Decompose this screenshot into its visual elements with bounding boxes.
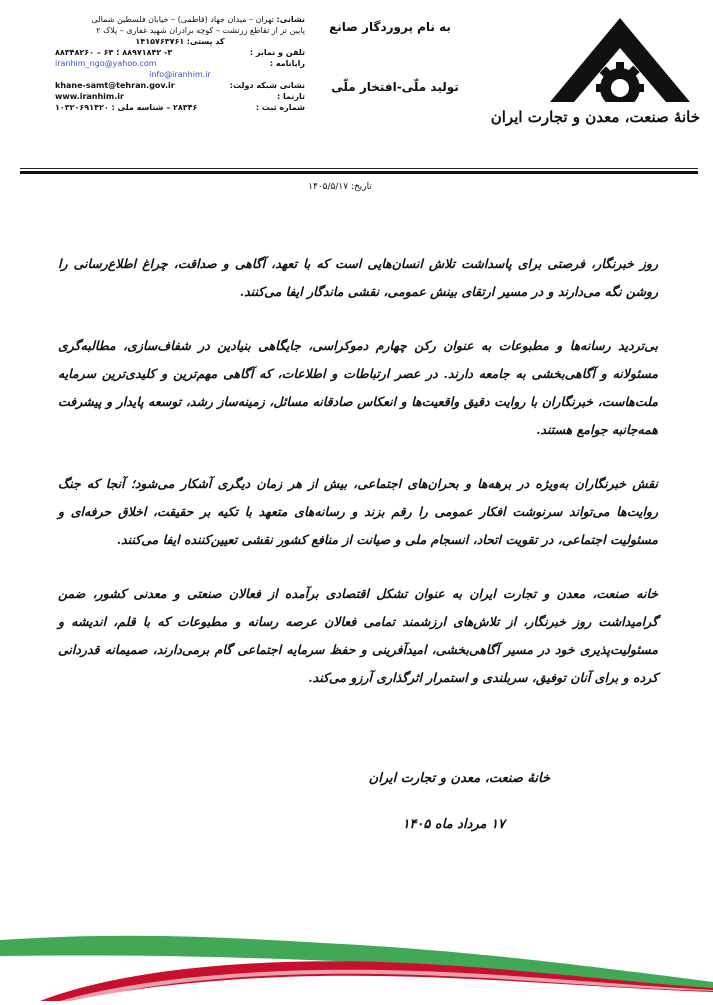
- address-line-1: [55, 14, 305, 25]
- letter-date: [270, 182, 410, 192]
- paragraph-4: خانه صنعت، معدن و تجارت ایران به عنوان تشکل اقتصادی برآمده از فعالان صنعتی و معدنی کشور، ضمن گرامیداشت روز خبرنگار، از تلاش‌های ارزشمند تمامی فعالان عرصه رسانه و مطبوعات که با قلم، اندیشه و مسئولیت‌پذیری خود در مسیر آگاهی‌بخشی، امیدآفرینی و حفظ سرمایه اجتماعی گام برمی‌دارند، صمیمانه قدردانی کرده و برای آنان توفیق، سربلندی و استمرار اثرگذاری آرزو می‌کند.: [58, 586, 658, 685]
- date-value: ۱۴۰۵/۵/۱۷: [308, 182, 349, 192]
- email-link-2[interactable]: info@iranhim.ir: [149, 70, 211, 79]
- letter-body: [58, 250, 658, 718]
- header-divider-thick: [20, 171, 698, 174]
- paragraph-1: روز خبرنگار، فرصتی برای پاسداشت تلاش انسان‌هایی است که با تعهد، آگاهی و صداقت، چراغ اطلاع‌رسانی را روشن نگه می‌دارند و در مسیر ارتقای بینش عمومی، نقشی ماندگار ایفا می‌کنند.: [58, 256, 658, 299]
- email-link[interactable]: iranhim_ngo@yahoo.com: [55, 59, 157, 68]
- email-row-2: [55, 69, 305, 80]
- reg-value: ۲۸۳۴۶ – شناسه ملی : ۱۰۳۲۰۶۹۱۴۲۰: [55, 103, 198, 112]
- postal-code: [55, 36, 305, 47]
- slogan: تولید ملّی-افتخار ملّی: [331, 80, 459, 94]
- gov-label: نشانی شبکه دولت:: [229, 81, 305, 90]
- postal-label: کد پستی:: [186, 37, 225, 46]
- reg-label: شماره ثبت :: [255, 103, 305, 112]
- date-label: تاریخ:: [350, 182, 372, 192]
- phone-label: تلفن و نمابر :: [249, 48, 305, 57]
- signature-block: [320, 768, 550, 836]
- email-row: [55, 58, 305, 69]
- web-row: [55, 91, 305, 102]
- contact-block: [55, 14, 305, 113]
- reg-row: [55, 102, 305, 113]
- web-link[interactable]: www.iranhim.ir: [55, 92, 124, 101]
- address-value-1: تهران – میدان جهاد (فاطمی) – خیابان فلسطین شمالی: [91, 15, 274, 24]
- web-label: تارنما :: [277, 92, 305, 101]
- email-label: رایانامه :: [269, 59, 305, 68]
- address-line-2: پایین تر از تقاطع زرتشت – کوچه برادران شهید غفاری – پلاک ۲: [96, 26, 305, 35]
- flag-ribbon: [0, 900, 713, 1001]
- signature-org: خانهٔ صنعت، معدن و تجارت ایران: [368, 771, 550, 786]
- factory-gear-logo-icon: [540, 10, 700, 110]
- basmala: به نام پروردگار صانع: [329, 20, 451, 34]
- phone-row: [55, 47, 305, 58]
- paragraph-3: نقش خبرنگاران به‌ویژه در برهه‌ها و بحران‌های اجتماعی، بیش از هر زمان دیگری آشکار می‌شود؛ آنجا که جنگ روایت‌ها می‌تواند سرنوشت افکار عمومی را رقم بزند و رسانه‌های متعهد با تکیه بر حقیقت، اخلاق حرفه‌ای و مسئولیت اجتماعی، در تقویت اتحاد، انسجام ملی و صیانت از منافع کشور نقشی تعیین‌کننده ایفا می‌کنند.: [58, 476, 658, 547]
- gov-value[interactable]: khane-samt@tehran.gov.ir: [55, 81, 175, 90]
- paragraph-2: بی‌تردید رسانه‌ها و مطبوعات به عنوان رکن چهارم دموکراسی، جایگاهی بنیادین در شفاف‌سازی، مطالبه‌گری مسئولانه و آگاهی‌بخشی به جامعه دارند. در عصر ارتباطات و اطلاعات، که آگاهی مهم‌ترین و کلیدی‌ترین سرمایه ملت‌هاست، خبرنگاران با روایت دقیق واقعیت‌ها و انعکاس صادقانه مسائل، زمینه‌ساز رشد، توسعه پایدار و پیشرفت همه‌جانبه جوامع هستند.: [58, 338, 658, 437]
- logo-text: خانهٔ صنعت، معدن و تجارت ایران: [490, 108, 700, 126]
- signature-date: ۱۷ مرداد ماه ۱۴۰۵: [402, 817, 505, 832]
- address-label: نشانی:: [276, 15, 305, 24]
- gov-row: [55, 80, 305, 91]
- header-divider-thin: [20, 168, 698, 169]
- flag-ribbon-icon: [0, 900, 713, 1001]
- phone-value: ۳- ۸۸۹۷۱۸۴۲ ؛ ۶۳ – ۸۸۳۴۸۲۶۰: [55, 48, 173, 57]
- postal-value: ۱۴۱۵۷۶۳۷۶۱: [135, 37, 185, 46]
